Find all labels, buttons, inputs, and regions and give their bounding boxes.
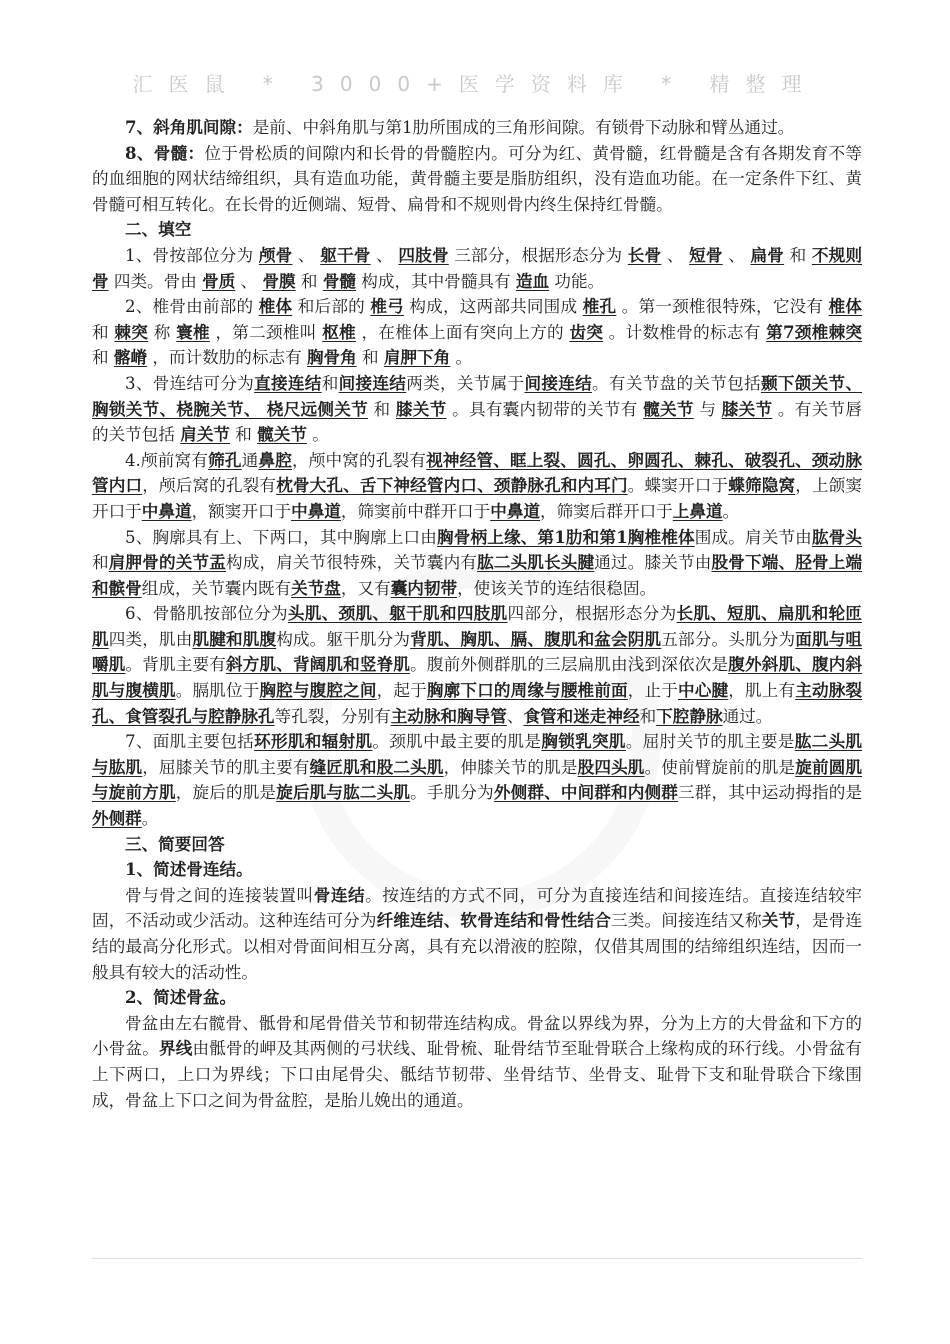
question-2-title: 2、简述骨盆。 <box>125 987 237 1008</box>
page-header-watermark: 汇医鼠 * 3000+医学资料库 * 精整理 <box>132 72 818 96</box>
fill-item-3: 3、骨连结可分为直接连结和间接连结两类，关节属于间接连结。有关节盘的关节包括颞下颌关节、胸锁关节、桡腕关节、 桡尺远侧关节 和 膝关节 。具有囊内韧带的关节有 髋关节 与 膝关节 。有关节唇的关节包括 肩关节 和 髋关节 。 <box>92 372 863 445</box>
definition-8: 8、骨髓：位于骨松质的间隙内和长骨的骨髓腔内。可分为红、黄骨髓，红骨髓是含有各期发育不等的血细胞的网状结缔组织，具有造血功能，黄骨髓主要是脂肪组织，没有造血功能。在一定条件下红、黄骨髓可相互转化。在长骨的近侧端、短骨、扁骨和不规则骨内终生保持红骨髓。 <box>92 142 863 214</box>
question-1-title: 1、简述骨连结。 <box>125 859 253 880</box>
fill-item-5: 5、胸廓具有上、下两口，其中胸廓上口由胸骨柄上缘、第1肋和第1胸椎椎体围成。肩关节由肱骨头和肩胛骨的关节盂构成，肩关节很特殊，关节囊内有肱二头肌长头腱通过。膝关节由股骨下端、胫骨上端和髌骨组成，关节囊内既有关节盘，又有囊内韧带，使该关节的连结很稳固。 <box>92 526 863 598</box>
fill-item-7: 7、面肌主要包括环形肌和辐射肌。颈肌中最主要的肌是胸锁乳突肌。屈肘关节的肌主要是肱二头肌与肱肌，屈膝关节的肌主要有缝匠肌和股二头肌，伸膝关节的肌是股四头肌。使前臂旋前的肌是旋前圆肌与旋前方肌，旋后的肌是旋后肌与肱二头肌。手肌分为外侧群、中间群和内侧群三群，其中运动拇指的是外侧群。 <box>92 731 863 829</box>
section-heading-short-answer: 三、简要回答 <box>125 833 225 854</box>
question-1-answer: 骨与骨之间的连接装置叫骨连结。按连结的方式不同，可分为直接连结和间接连结。直接连结较牢固，不活动或少活动。这种连结可分为纤维连结、软骨连结和骨性结合三类。间接连结又称关节，是骨连结的最高分化形式。以相对骨面间相互分离，具有充以滑液的腔隙，仅借其周围的结缔组织连结，因而一般具有较大的活动性。 <box>92 884 863 982</box>
fill-item-1: 1、骨按部位分为 颅骨 、 躯干骨 、 四肢骨 三部分，根据形态分为 长骨 、 短骨 、 扁骨 和 不规则骨 四类。骨由 骨质 、 骨膜 和 骨髓 构成，其中骨髓具有 造血 功能。 <box>92 244 863 291</box>
fill-item-6: 6、骨骼肌按部位分为头肌、颈肌、躯干肌和四肢肌四部分，根据形态分为长肌、短肌、扁肌和轮匝肌四类，肌由肌腱和肌腹构成。躯干肌分为背肌、胸肌、膈、腹肌和盆会阴肌五部分。头肌分为面肌与咀嚼肌。背肌主要有斜方肌、背阔肌和竖脊肌。腹前外侧群肌的三层扁肌由浅到深依次是腹外斜肌、腹内斜肌与腹横肌。膈肌位于胸腔与腹腔之间，起于胸廓下口的周缘与腰椎前面，止于中心腱，肌上有主动脉裂孔、食管裂孔与腔静脉孔等孔裂，分别有主动脉和胸导管、食管和迷走神经和下腔静脉通过。 <box>92 603 863 726</box>
footer-divider <box>92 1258 862 1259</box>
question-2-answer: 骨盆由左右髋骨、骶骨和尾骨借关节和韧带连结构成。骨盆以界线为界，分为上方的大骨盆和下方的小骨盆。界线由骶骨的岬及其两侧的弓状线、耻骨梳、耻骨结节至耻骨联合上缘构成的环行线。小骨盆有上下两口，上口为界线；下口由尾骨尖、骶结节韧带、坐骨结节、坐骨支、耻骨下支和耻骨联合下缘围成，骨盆上下口之间为骨盆腔，是胎儿娩出的通道。 <box>92 1013 863 1110</box>
fill-item-4: 4.颅前窝有筛孔通鼻腔，颅中窝的孔裂有视神经管、眶上裂、圆孔、卵圆孔、棘孔、破裂孔、颈动脉管内口，颅后窝的孔裂有枕骨大孔、舌下神经管内口、颈静脉孔和内耳门。蝶窦开口于蝶筛隐窝，上颌窦开口于中鼻道，额窦开口于中鼻道，筛窦前中群开口于中鼻道，筛窦后群开口于上鼻道。 <box>92 449 863 521</box>
document-body <box>92 115 862 1113</box>
definition-7: 7、斜角肌间隙：是前、中斜角肌与第1肋所围成的三角形间隙。有锁骨下动脉和臂丛通过。 <box>125 117 795 137</box>
section-heading-fill-blank: 二、填空 <box>125 219 192 240</box>
fill-item-2: 2、椎骨由前部的 椎体 和后部的 椎弓 构成，这两部共同围成 椎孔 。第一颈椎很特殊，它没有 椎体 和 棘突 称 寰椎 ，第二颈椎叫 枢椎 ，在椎体上面有突向上方的 齿突 。计数椎骨的标志有 第7颈椎棘突 和 髂嵴 ，而计数肋的标志有 胸骨角 和 肩胛下角 。 <box>92 296 863 368</box>
